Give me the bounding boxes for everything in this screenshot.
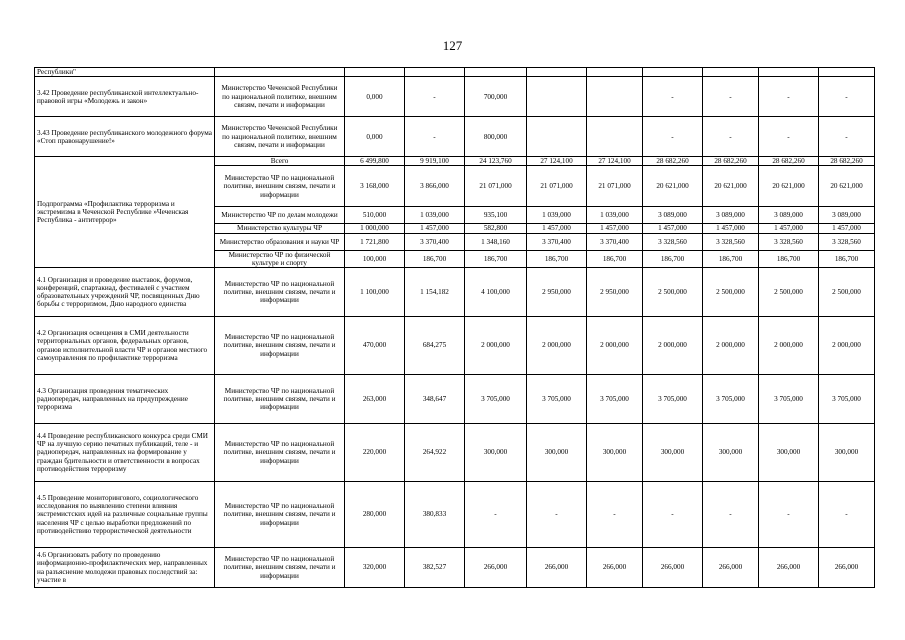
value-cell [465,68,527,77]
table-row [35,117,875,157]
value-cell: - [819,117,875,157]
value-cell: 266,000 [527,548,587,588]
table-row [35,548,875,588]
table-row [35,482,875,548]
value-cell: 300,000 [587,424,643,482]
value-cell: 27 124,100 [527,157,587,166]
value-cell [345,68,405,77]
value-cell: 21 071,000 [587,166,643,207]
value-cell: 300,000 [703,424,759,482]
executor-cell: Всего [215,157,345,166]
value-cell: 2 000,000 [587,317,643,375]
table-row [35,157,875,166]
value-cell [703,68,759,77]
executor-cell: Министерство образования и науки ЧР [215,233,345,250]
value-cell: 186,700 [759,250,819,267]
value-cell: 266,000 [819,548,875,588]
row-name-cell: 4.3 Организация проведения тематических радиопередач, направленных на предупреждение терроризма [35,375,215,424]
value-cell: 300,000 [527,424,587,482]
value-cell: 1 457,000 [819,224,875,233]
value-cell [527,117,587,157]
value-cell: 1 457,000 [587,224,643,233]
value-cell: 684,275 [405,317,465,375]
value-cell: 266,000 [643,548,703,588]
value-cell [643,68,703,77]
value-cell: 4 100,000 [465,268,527,317]
value-cell: 3 705,000 [587,375,643,424]
executor-cell: Министерство ЧР по национальной политике, внешним связям, печати и информации [215,166,345,207]
value-cell: 1 457,000 [527,224,587,233]
value-cell: 280,000 [345,482,405,548]
value-cell: 266,000 [465,548,527,588]
value-cell: 28 682,260 [819,157,875,166]
executor-cell: Министерство ЧР по национальной политике, внешним связям, печати и информации [215,482,345,548]
value-cell: 3 089,000 [759,207,819,224]
value-cell: 300,000 [819,424,875,482]
value-cell: 2 000,000 [819,317,875,375]
value-cell: 20 621,000 [703,166,759,207]
value-cell: - [643,77,703,117]
value-cell: 266,000 [759,548,819,588]
value-cell: - [703,77,759,117]
value-cell: 2 000,000 [465,317,527,375]
value-cell: 3 370,400 [587,233,643,250]
value-cell [405,68,465,77]
table-row [35,424,875,482]
row-name-cell: 3.42 Проведение республиканской интеллектуально-правовой игры «Молодежь и закон» [35,77,215,117]
row-name-cell: 3.43 Проведение республиканского молодежного форума «Стоп правонарушение!» [35,117,215,157]
value-cell: 2 950,000 [587,268,643,317]
value-cell: 382,527 [405,548,465,588]
value-cell: 800,000 [465,117,527,157]
value-cell: 28 682,260 [703,157,759,166]
executor-cell: Министерство ЧР по национальной политике, внешним связям, печати и информации [215,317,345,375]
value-cell: 2 000,000 [759,317,819,375]
value-cell: 186,700 [465,250,527,267]
value-cell: 186,700 [527,250,587,267]
value-cell: - [703,482,759,548]
value-cell: 3 089,000 [703,207,759,224]
executor-cell: Министерство ЧР по национальной политике, внешним связям, печати и информации [215,268,345,317]
value-cell: 2 000,000 [527,317,587,375]
value-cell: 6 499,800 [345,157,405,166]
value-cell: 3 328,560 [759,233,819,250]
value-cell: 20 621,000 [759,166,819,207]
value-cell: 582,800 [465,224,527,233]
value-cell: 1 457,000 [759,224,819,233]
value-cell: - [587,482,643,548]
value-cell: 266,000 [587,548,643,588]
value-cell: 3 089,000 [643,207,703,224]
budget-table [34,67,875,588]
executor-cell: Министерство Чеченской Республики по национальной политике, внешним связям, печати и информации [215,117,345,157]
value-cell: 3 705,000 [527,375,587,424]
value-cell: 1 457,000 [405,224,465,233]
value-cell: 100,000 [345,250,405,267]
value-cell: 1 457,000 [703,224,759,233]
subprogram-name-cell: Подпрограмма «Профилактика терроризма и экстремизма в Чеченской Республике »Чеченская Республика - антитеррор» [35,157,215,268]
executor-cell: Министерство ЧР по национальной политике, внешним связям, печати и информации [215,375,345,424]
value-cell [587,68,643,77]
value-cell: 3 370,400 [527,233,587,250]
value-cell: 3 328,560 [703,233,759,250]
executor-cell: Министерство ЧР по делам молодежи [215,207,345,224]
value-cell: 264,922 [405,424,465,482]
value-cell: 3 370,400 [405,233,465,250]
value-cell: 1 000,000 [345,224,405,233]
value-cell: 3 866,000 [405,166,465,207]
value-cell: 300,000 [643,424,703,482]
table-row [35,317,875,375]
value-cell: 3 705,000 [465,375,527,424]
value-cell: - [405,117,465,157]
value-cell: - [465,482,527,548]
table-body [35,68,875,588]
value-cell: 9 919,100 [405,157,465,166]
value-cell: - [819,77,875,117]
executor-cell: Министерство ЧР по физической культуре и спорту [215,250,345,267]
value-cell: 510,000 [345,207,405,224]
value-cell: - [405,77,465,117]
value-cell: 2 000,000 [643,317,703,375]
value-cell: 380,833 [405,482,465,548]
value-cell: 3 168,000 [345,166,405,207]
value-cell: 3 705,000 [643,375,703,424]
value-cell: 935,100 [465,207,527,224]
executor-cell: Министерство культуры ЧР [215,224,345,233]
row-name-cell: Республики" [35,68,215,77]
executor-cell: Министерство ЧР по национальной политике, внешним связям, печати и информации [215,548,345,588]
value-cell: - [703,117,759,157]
value-cell: 1 348,160 [465,233,527,250]
value-cell: 28 682,260 [643,157,703,166]
value-cell: 220,000 [345,424,405,482]
value-cell: - [759,482,819,548]
value-cell [587,117,643,157]
value-cell: 320,000 [345,548,405,588]
value-cell [587,77,643,117]
value-cell: 20 621,000 [819,166,875,207]
value-cell: 3 328,560 [643,233,703,250]
value-cell: 2 500,000 [819,268,875,317]
value-cell: 1 100,000 [345,268,405,317]
row-name-cell: 4.2 Организация освещения в СМИ деятельности территориальных органов, федеральных органов, органов исполнительной власти ЧР и органов местного самоуправления по профилактике терроризма [35,317,215,375]
value-cell: 2 000,000 [703,317,759,375]
value-cell: 186,700 [587,250,643,267]
executor-cell: Министерство Чеченской Республики по национальной политике, внешним связям, печати и информации [215,77,345,117]
value-cell: 1 039,000 [405,207,465,224]
row-name-cell: 4.1 Организация и проведение выставок, форумов, конференций, спартакиад, фестивалей с участием образовательных учреждений ЧР, посвященных Дню борьбы с терроризмом, Дню народного единства [35,268,215,317]
value-cell: - [759,117,819,157]
value-cell: 470,000 [345,317,405,375]
value-cell: 186,700 [819,250,875,267]
value-cell: 3 705,000 [703,375,759,424]
value-cell: 3 089,000 [819,207,875,224]
value-cell: 186,700 [643,250,703,267]
executor-cell: Министерство ЧР по национальной политике, внешним связям, печати и информации [215,424,345,482]
row-name-cell: 4.6 Организовать работу по проведению информационно-профилактических мер, направленных на разъяснение молодежи правовых последствий за: участие в [35,548,215,588]
value-cell: - [819,482,875,548]
value-cell: 263,000 [345,375,405,424]
value-cell: 20 621,000 [643,166,703,207]
executor-cell [215,68,345,77]
value-cell: 348,647 [405,375,465,424]
value-cell: 0,000 [345,77,405,117]
value-cell: - [527,482,587,548]
value-cell: 2 500,000 [759,268,819,317]
value-cell: 3 328,560 [819,233,875,250]
value-cell: 28 682,260 [759,157,819,166]
table-row [35,77,875,117]
value-cell: 21 071,000 [527,166,587,207]
value-cell: 2 500,000 [643,268,703,317]
value-cell [527,68,587,77]
value-cell: 1 457,000 [643,224,703,233]
value-cell: - [759,77,819,117]
row-name-cell: 4.5 Проведение мониторингового, социологического исследования по выявлению степени влияния экстремистских идей на различные социальные группы населения ЧР с целью выработки предложений по противодействию террористической деятельности [35,482,215,548]
value-cell: 2 950,000 [527,268,587,317]
value-cell: 1 039,000 [527,207,587,224]
value-cell: 1 721,800 [345,233,405,250]
value-cell: - [643,482,703,548]
table-row [35,68,875,77]
value-cell: 1 039,000 [587,207,643,224]
value-cell: 21 071,000 [465,166,527,207]
value-cell: 700,000 [465,77,527,117]
value-cell: 1 154,182 [405,268,465,317]
table-row [35,375,875,424]
table-row [35,268,875,317]
value-cell: 186,700 [703,250,759,267]
value-cell: 3 705,000 [759,375,819,424]
value-cell: 0,000 [345,117,405,157]
value-cell [527,77,587,117]
value-cell: 24 123,760 [465,157,527,166]
value-cell: 2 500,000 [703,268,759,317]
value-cell: 300,000 [465,424,527,482]
value-cell: - [643,117,703,157]
value-cell: 27 124,100 [587,157,643,166]
value-cell: 186,700 [405,250,465,267]
value-cell: 300,000 [759,424,819,482]
value-cell [819,68,875,77]
value-cell: 3 705,000 [819,375,875,424]
value-cell [759,68,819,77]
page-number: 127 [442,38,463,53]
value-cell: 266,000 [703,548,759,588]
row-name-cell: 4.4 Проведение республиканского конкурса среди СМИ ЧР на лучшую серию печатных публикаций, теле - и радиопередач, направленных на формирование у граждан бдительности и ответственности в вопросах противодействия терроризму [35,424,215,482]
